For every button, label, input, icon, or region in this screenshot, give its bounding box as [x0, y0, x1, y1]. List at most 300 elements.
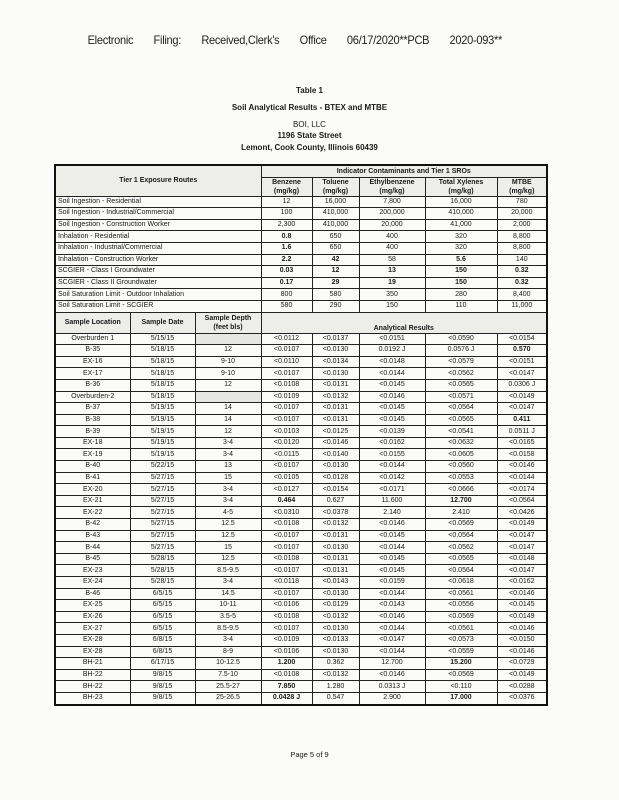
- result-value: <0.0562: [425, 368, 497, 380]
- sample-location: EX-28: [55, 634, 130, 646]
- result-value: <0.0632: [425, 437, 497, 449]
- sample-date: 5/18/15: [130, 368, 195, 380]
- result-value: <0.0147: [497, 542, 547, 554]
- sample-row: [55, 414, 547, 426]
- sro-value: 400: [359, 231, 425, 243]
- result-value: <0.0149: [497, 391, 547, 403]
- result-value: <0.0148: [497, 553, 547, 565]
- sample-date: 5/19/15: [130, 414, 195, 426]
- routes-header: Tier 1 Exposure Routes: [55, 165, 261, 196]
- sample-date: 5/27/15: [130, 484, 195, 496]
- result-value: <0.0569: [425, 669, 497, 681]
- result-value: <0.0618: [425, 577, 497, 589]
- sro-value: 12: [312, 266, 359, 278]
- group-header: Indicator Contaminants and Tier 1 SROs: [261, 165, 547, 177]
- sro-value: 410,000: [312, 219, 359, 231]
- sample-location: EX-24: [55, 577, 130, 589]
- sample-location: EX-25: [55, 600, 130, 612]
- result-value: <0.0556: [425, 600, 497, 612]
- result-value: <0.0560: [425, 461, 497, 473]
- sample-depth: 15: [195, 542, 261, 554]
- sample-date: 5/27/15: [130, 472, 195, 484]
- sample-row: [55, 449, 547, 461]
- result-value: <0.0132: [312, 519, 359, 531]
- result-value: <0.0107: [261, 414, 312, 426]
- sro-value: 320: [425, 231, 497, 243]
- sample-date: 5/18/15: [130, 379, 195, 391]
- column-unit: (mg/kg): [379, 187, 405, 195]
- sro-value: 150: [359, 300, 425, 312]
- result-value: <0.0132: [312, 669, 359, 681]
- sample-row: [55, 634, 547, 646]
- sample-location: B-35: [55, 345, 130, 357]
- result-value: <0.0729: [497, 658, 547, 670]
- result-value: <0.0145: [359, 379, 425, 391]
- sample-row: [55, 461, 547, 473]
- column-header-toluene: [312, 177, 359, 196]
- sample-location: EX-17: [55, 368, 130, 380]
- sample-body: [55, 312, 547, 705]
- result-value: <0.0147: [497, 530, 547, 542]
- sample-depth: 12: [195, 345, 261, 357]
- sample-row: [55, 658, 547, 670]
- result-value: <0.0105: [261, 472, 312, 484]
- result-value: 11.600: [359, 495, 425, 507]
- sample-location: Overburden 1: [55, 333, 130, 345]
- result-value: <0.0120: [261, 437, 312, 449]
- sro-body: [55, 196, 547, 312]
- sample-row: [55, 368, 547, 380]
- result-value: <0.0140: [312, 449, 359, 461]
- sro-value: 0.17: [261, 277, 312, 289]
- column-unit: (mg/kg): [448, 187, 474, 195]
- result-value: <0.0148: [359, 356, 425, 368]
- sample-row: [55, 692, 547, 704]
- result-value: <0.0426: [497, 507, 547, 519]
- sample-location: B-37: [55, 403, 130, 415]
- sro-value: 0.32: [497, 277, 547, 289]
- sample-depth: 9-10: [195, 368, 261, 380]
- result-value: <0.0131: [312, 553, 359, 565]
- sample-date: 6/5/15: [130, 623, 195, 635]
- sro-value: 42: [312, 254, 359, 266]
- result-value: <0.0378: [312, 507, 359, 519]
- result-value: 7.850: [261, 681, 312, 693]
- result-value: <0.0144: [497, 472, 547, 484]
- column-name: Benzene: [272, 178, 301, 186]
- result-value: <0.0666: [425, 484, 497, 496]
- sample-row: [55, 646, 547, 658]
- result-value: <0.0564: [425, 530, 497, 542]
- sample-date: 9/8/15: [130, 669, 195, 681]
- result-value: <0.0106: [261, 600, 312, 612]
- filing-stamp: [82, 19, 522, 47]
- result-value: <0.0146: [497, 461, 547, 473]
- sro-value: 8,800: [497, 242, 547, 254]
- sro-value: 320: [425, 242, 497, 254]
- result-value: <0.0171: [359, 484, 425, 496]
- result-value: <0.0154: [497, 333, 547, 345]
- result-value: <0.0130: [312, 623, 359, 635]
- sample-date: 6/5/15: [130, 588, 195, 600]
- sample-depth: 3-4: [195, 437, 261, 449]
- result-value: <0.0150: [497, 634, 547, 646]
- sample-depth: 8-9: [195, 646, 261, 658]
- sample-date: 6/5/15: [130, 600, 195, 612]
- result-value: <0.0146: [359, 611, 425, 623]
- sro-value: 580: [312, 289, 359, 301]
- result-value: <0.0139: [359, 426, 425, 438]
- result-value: <0.0145: [359, 403, 425, 415]
- filing-stamp-part: Electronic: [87, 33, 134, 47]
- sample-depth: 12: [195, 379, 261, 391]
- result-value: <0.0128: [312, 472, 359, 484]
- result-value: <0.0131: [312, 565, 359, 577]
- result-value: <0.0131: [312, 379, 359, 391]
- sample-depth: 12.5: [195, 530, 261, 542]
- sample-date: 9/8/15: [130, 692, 195, 704]
- sample-depth: 14.5: [195, 588, 261, 600]
- sample-depth: 8.5-9.5: [195, 565, 261, 577]
- sample-date: 5/19/15: [130, 437, 195, 449]
- result-value: <0.0131: [312, 403, 359, 415]
- sro-value: 410,000: [312, 208, 359, 220]
- result-value: <0.0145: [359, 553, 425, 565]
- sro-value: 100: [261, 208, 312, 220]
- result-value: 12.700: [425, 495, 497, 507]
- sample-location: B-41: [55, 472, 130, 484]
- sample-date: 5/27/15: [130, 542, 195, 554]
- result-value: <0.0571: [425, 391, 497, 403]
- result-value: <0.0146: [359, 519, 425, 531]
- result-value: 1.280: [312, 681, 359, 693]
- result-value: 0.0428 J: [261, 692, 312, 704]
- sro-value: 650: [312, 231, 359, 243]
- exposure-route: Soil Saturation Limit - SCGIER: [55, 300, 261, 312]
- exposure-route: Inhalation - Industrial/Commercial: [55, 242, 261, 254]
- result-value: <0.0147: [497, 565, 547, 577]
- exposure-route: SCGIER - Class I Groundwater: [55, 266, 261, 278]
- result-value: 0.547: [312, 692, 359, 704]
- sro-value: 200,000: [359, 208, 425, 220]
- sample-row: [55, 542, 547, 554]
- result-value: <0.0146: [497, 646, 547, 658]
- sample-date: 5/28/15: [130, 553, 195, 565]
- result-value: <0.0112: [261, 333, 312, 345]
- result-value: <0.0134: [312, 356, 359, 368]
- result-value: <0.0106: [261, 646, 312, 658]
- result-value: <0.0162: [497, 577, 547, 589]
- result-value: <0.0561: [425, 623, 497, 635]
- sro-row: [55, 219, 547, 231]
- result-value: <0.0107: [261, 623, 312, 635]
- sample-location: B-39: [55, 426, 130, 438]
- result-value: <0.0165: [497, 437, 547, 449]
- sro-value: 8,800: [497, 231, 547, 243]
- sample-depth: 12.5: [195, 519, 261, 531]
- sro-value: 20,000: [497, 208, 547, 220]
- sample-date: 6/17/15: [130, 658, 195, 670]
- result-value: <0.0541: [425, 426, 497, 438]
- result-value: 0.0576 J: [425, 345, 497, 357]
- sample-depth: 10-11: [195, 600, 261, 612]
- sample-row: [55, 507, 547, 519]
- result-value: 17.000: [425, 692, 497, 704]
- sample-date: 5/18/15: [130, 345, 195, 357]
- result-value: <0.0553: [425, 472, 497, 484]
- result-value: <0.0564: [425, 403, 497, 415]
- result-value: 0.570: [497, 345, 547, 357]
- sro-value: 2,300: [261, 219, 312, 231]
- sample-row: [55, 437, 547, 449]
- sro-row: [55, 231, 547, 243]
- sample-row: [55, 600, 547, 612]
- column-header-benzene: [261, 177, 312, 196]
- result-value: <0.0107: [261, 542, 312, 554]
- sample-date: 5/18/15: [130, 356, 195, 368]
- sro-row: [55, 289, 547, 301]
- sro-value: 350: [359, 289, 425, 301]
- sample-row: [55, 553, 547, 565]
- sro-value: 650: [312, 242, 359, 254]
- analytical-results-header: Analytical Results: [261, 312, 547, 333]
- sro-value: 780: [497, 196, 547, 208]
- result-value: <0.0562: [425, 542, 497, 554]
- sample-date: 5/27/15: [130, 530, 195, 542]
- sro-row: [55, 300, 547, 312]
- result-value: <0.0108: [261, 553, 312, 565]
- result-value: <0.0146: [497, 623, 547, 635]
- result-value: <0.0103: [261, 426, 312, 438]
- column-name: Total Xylenes: [438, 178, 484, 186]
- sample-location: B-46: [55, 588, 130, 600]
- result-value: <0.0559: [425, 646, 497, 658]
- sro-value: 58: [359, 254, 425, 266]
- filing-stamp-part: 2020-093**: [449, 33, 503, 47]
- exposure-route: Inhalation - Residential: [55, 231, 261, 243]
- result-value: <0.0108: [261, 669, 312, 681]
- sample-location: Overburden-2: [55, 391, 130, 403]
- sample-depth: [195, 391, 261, 403]
- sample-date: 6/5/15: [130, 611, 195, 623]
- exposure-route: Soil Ingestion - Construction Worker: [55, 219, 261, 231]
- result-value: <0.0131: [312, 530, 359, 542]
- result-value: <0.110: [425, 681, 497, 693]
- result-value: <0.0143: [359, 600, 425, 612]
- sample-date: 5/19/15: [130, 426, 195, 438]
- sample-date: 5/22/15: [130, 461, 195, 473]
- sample-row: [55, 565, 547, 577]
- sample-date: 5/27/15: [130, 507, 195, 519]
- sro-value: 800: [261, 289, 312, 301]
- sample-depth: 25-26.5: [195, 692, 261, 704]
- result-value: <0.0288: [497, 681, 547, 693]
- sro-value: 16,000: [312, 196, 359, 208]
- sample-location: B-36: [55, 379, 130, 391]
- result-value: <0.0149: [497, 519, 547, 531]
- result-value: <0.0158: [497, 449, 547, 461]
- result-value: <0.0145: [359, 565, 425, 577]
- result-value: <0.0137: [312, 333, 359, 345]
- sro-value: 29: [312, 277, 359, 289]
- result-value: <0.0130: [312, 588, 359, 600]
- sro-value: 0.8: [261, 231, 312, 243]
- result-value: <0.0107: [261, 368, 312, 380]
- sample-location: B-43: [55, 530, 130, 542]
- result-value: <0.0109: [261, 391, 312, 403]
- sro-value: 5.6: [425, 254, 497, 266]
- sro-value: 16,000: [425, 196, 497, 208]
- sample-location: EX-22: [55, 507, 130, 519]
- filing-stamp-part: Office: [299, 33, 327, 47]
- sro-value: 12: [261, 196, 312, 208]
- street-address: 1196 State Street: [277, 131, 342, 140]
- sample-depth: 3-4: [195, 495, 261, 507]
- sample-location: B-42: [55, 519, 130, 531]
- result-value: <0.0569: [425, 519, 497, 531]
- result-value: 0.0313 J: [359, 681, 425, 693]
- sample-row: [55, 379, 547, 391]
- sample-row: [55, 403, 547, 415]
- sample-header-location: Sample Location: [55, 312, 130, 333]
- sample-row: [55, 588, 547, 600]
- result-value: 12.700: [359, 658, 425, 670]
- sample-row: [55, 391, 547, 403]
- result-value: <0.0147: [497, 403, 547, 415]
- sample-row: [55, 484, 547, 496]
- sro-value: 410,000: [425, 208, 497, 220]
- result-value: <0.0115: [261, 449, 312, 461]
- result-value: 2.900: [359, 692, 425, 704]
- sample-date: 5/19/15: [130, 403, 195, 415]
- sample-location: BH-22: [55, 681, 130, 693]
- result-value: <0.0109: [261, 634, 312, 646]
- result-value: <0.0159: [359, 577, 425, 589]
- column-header-ethylbenzene: [359, 177, 425, 196]
- sample-row: [55, 530, 547, 542]
- sro-value: 13: [359, 266, 425, 278]
- sample-location: BH-22: [55, 669, 130, 681]
- sro-value: 110: [425, 300, 497, 312]
- sample-date: 5/28/15: [130, 565, 195, 577]
- result-value: <0.0130: [312, 542, 359, 554]
- result-value: <0.0561: [425, 588, 497, 600]
- sro-row: [55, 277, 547, 289]
- result-value: 2.140: [359, 507, 425, 519]
- column-name: MTBE: [511, 178, 532, 186]
- sample-depth: 9-10: [195, 356, 261, 368]
- result-value: <0.0144: [359, 368, 425, 380]
- sample-date: 6/8/15: [130, 646, 195, 658]
- result-value: <0.0130: [312, 368, 359, 380]
- sample-date: 5/15/15: [130, 333, 195, 345]
- sample-location: EX-23: [55, 565, 130, 577]
- sample-depth: 4-5: [195, 507, 261, 519]
- sample-date: 5/18/15: [130, 391, 195, 403]
- sample-location: EX-26: [55, 611, 130, 623]
- sample-location: B-44: [55, 542, 130, 554]
- sample-row: [55, 611, 547, 623]
- result-value: <0.0108: [261, 519, 312, 531]
- result-value: <0.0130: [312, 646, 359, 658]
- result-value: <0.0146: [497, 588, 547, 600]
- sample-depth: 3-4: [195, 634, 261, 646]
- sample-location: B-45: [55, 553, 130, 565]
- result-value: <0.0127: [261, 484, 312, 496]
- result-value: <0.0565: [425, 379, 497, 391]
- sample-location: BH-23: [55, 692, 130, 704]
- result-value: 0.464: [261, 495, 312, 507]
- result-value: <0.0565: [425, 553, 497, 565]
- sample-header-date: Sample Date: [130, 312, 195, 333]
- column-header-total-xylenes: [425, 177, 497, 196]
- result-value: <0.0151: [359, 333, 425, 345]
- result-value: 1.200: [261, 658, 312, 670]
- exposure-route: Inhalation - Construction Worker: [55, 254, 261, 266]
- result-value: <0.0376: [497, 692, 547, 704]
- result-value: <0.0565: [425, 414, 497, 426]
- sro-value: 20,000: [359, 219, 425, 231]
- sro-value: 0.03: [261, 266, 312, 278]
- filing-stamp-part: Filing:: [153, 33, 182, 47]
- soil-results-table: [54, 164, 548, 706]
- result-value: <0.0145: [497, 600, 547, 612]
- sample-row: [55, 623, 547, 635]
- sample-depth: 13: [195, 461, 261, 473]
- result-value: <0.0107: [261, 461, 312, 473]
- sample-depth: 7.5-10: [195, 669, 261, 681]
- result-value: <0.0579: [425, 356, 497, 368]
- sample-date: 6/8/15: [130, 634, 195, 646]
- result-value: <0.0129: [312, 600, 359, 612]
- result-value: <0.0144: [359, 646, 425, 658]
- result-value: <0.0133: [312, 634, 359, 646]
- result-value: <0.0130: [312, 461, 359, 473]
- exposure-route: SCGIER - Class II Groundwater: [55, 277, 261, 289]
- sro-value: 150: [425, 266, 497, 278]
- sample-row: [55, 333, 547, 345]
- result-value: <0.0146: [312, 437, 359, 449]
- sro-row: [55, 242, 547, 254]
- result-value: <0.0151: [497, 356, 547, 368]
- sample-depth: 3-4: [195, 484, 261, 496]
- sample-row: [55, 577, 547, 589]
- result-value: <0.0144: [359, 623, 425, 635]
- result-value: <0.0149: [497, 611, 547, 623]
- sample-row: [55, 681, 547, 693]
- sample-row: [55, 495, 547, 507]
- sample-row: [55, 426, 547, 438]
- result-value: 15.200: [425, 658, 497, 670]
- result-value: <0.0146: [359, 669, 425, 681]
- sro-row: [55, 266, 547, 278]
- sro-value: 400: [359, 242, 425, 254]
- result-value: <0.0310: [261, 507, 312, 519]
- sro-row: [55, 208, 547, 220]
- sample-row: [55, 345, 547, 357]
- sample-date: 5/28/15: [130, 577, 195, 589]
- table-title: Soil Analytical Results - BTEX and MTBE: [231, 103, 388, 112]
- sample-location: EX-20: [55, 484, 130, 496]
- sample-depth: 3.5-5: [195, 611, 261, 623]
- exposure-route: Soil Ingestion - Residential: [55, 196, 261, 208]
- sample-row: [55, 472, 547, 484]
- sample-depth: 3-4: [195, 577, 261, 589]
- sample-header-depth: Sample Depth (feet bls): [195, 312, 261, 333]
- result-value: <0.0108: [261, 611, 312, 623]
- sample-depth: [195, 333, 261, 345]
- sample-depth: 15: [195, 472, 261, 484]
